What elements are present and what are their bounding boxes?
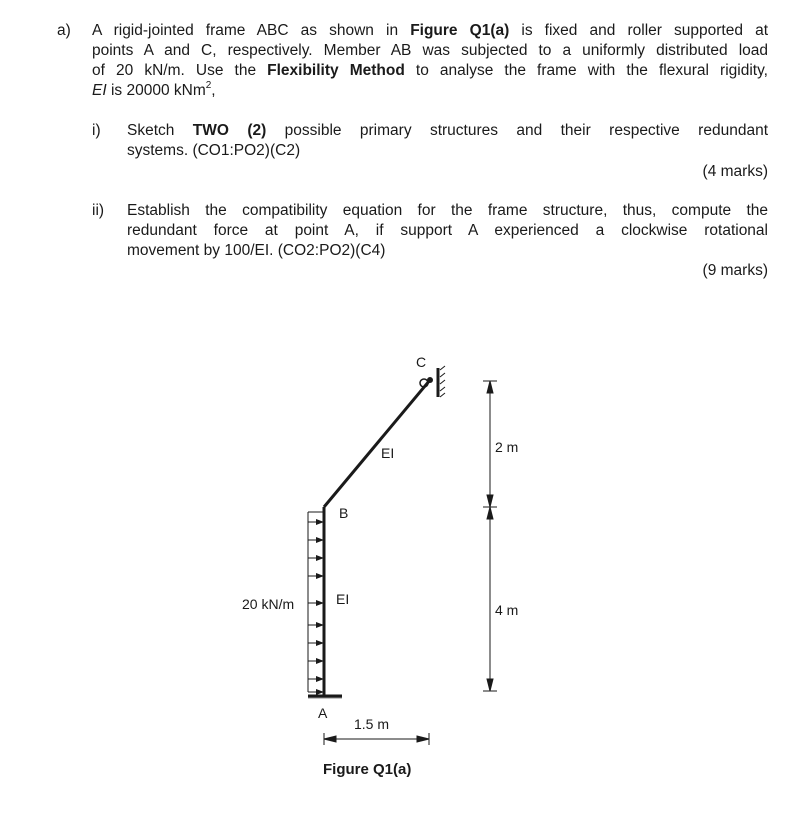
dim-horizontal-label: 1.5 m xyxy=(354,716,390,732)
part-ii-line-2: redundant force at point A, if support A experienced a clockwise rotational xyxy=(127,222,768,239)
question-text: is 20000 kNm xyxy=(106,82,206,99)
part-ii-label: ii) xyxy=(92,202,105,219)
question-text: to analyse the frame with the flexural rigidity, xyxy=(404,62,768,79)
question-text: , xyxy=(211,82,216,99)
emphasis: TWO (2) xyxy=(192,122,267,139)
question-text: of 20 kN/m. Use the xyxy=(92,62,268,79)
question-line-2: points A and C, respectively. Member AB was subjected to a uniformly distributed load xyxy=(92,42,768,59)
dim-arrow xyxy=(324,736,336,742)
dim-arrow xyxy=(487,507,493,519)
part-i-marks: (4 marks) xyxy=(702,163,768,180)
dim-arrow xyxy=(487,679,493,691)
question-text: is fixed and roller supported at xyxy=(509,22,768,39)
dim-lower-label: 4 m xyxy=(495,602,519,618)
member-bc xyxy=(324,380,430,507)
figure-caption: Figure Q1(a) xyxy=(323,761,412,778)
ei-symbol: EI xyxy=(92,82,107,99)
part-ii-line-3: movement by 100/EI. (CO2:PO2)(C4) xyxy=(127,242,386,259)
member-bc-ei-label: EI xyxy=(381,445,395,461)
part-i-text: Sketch xyxy=(127,122,193,139)
question-text: A rigid-jointed frame ABC as shown in xyxy=(92,22,411,39)
part-ii-marks: (9 marks) xyxy=(702,262,768,279)
figure-reference: Figure Q1(a) xyxy=(410,22,510,39)
node-a-label: A xyxy=(318,705,328,721)
dim-arrow xyxy=(487,495,493,507)
node-b-label: B xyxy=(339,505,349,521)
dim-arrow xyxy=(417,736,429,742)
udl-load-arrows xyxy=(308,512,324,692)
superscript: 2 xyxy=(205,79,212,91)
fixed-support-a xyxy=(308,696,342,698)
pin-icon xyxy=(427,377,433,383)
node-c-label: C xyxy=(416,354,427,370)
method-name: Flexibility Method xyxy=(267,62,405,79)
vertical-dimensions xyxy=(483,381,497,691)
dim-arrow xyxy=(487,381,493,393)
part-i-line-2: systems. (CO1:PO2)(C2) xyxy=(127,142,301,159)
dim-upper-label: 2 m xyxy=(495,439,519,455)
question-label: a) xyxy=(57,22,71,39)
part-ii-line-1: Establish the compatibility equation for the frame structure, thus, compute the xyxy=(127,202,768,219)
horizontal-dimension xyxy=(324,733,429,745)
part-i-text: possible primary structures and their respective redundant xyxy=(266,122,768,139)
part-i-label: i) xyxy=(92,122,101,139)
member-ab-ei-label: EI xyxy=(336,591,350,607)
roller-support-c xyxy=(420,366,445,397)
udl-load-label: 20 kN/m xyxy=(242,596,295,612)
